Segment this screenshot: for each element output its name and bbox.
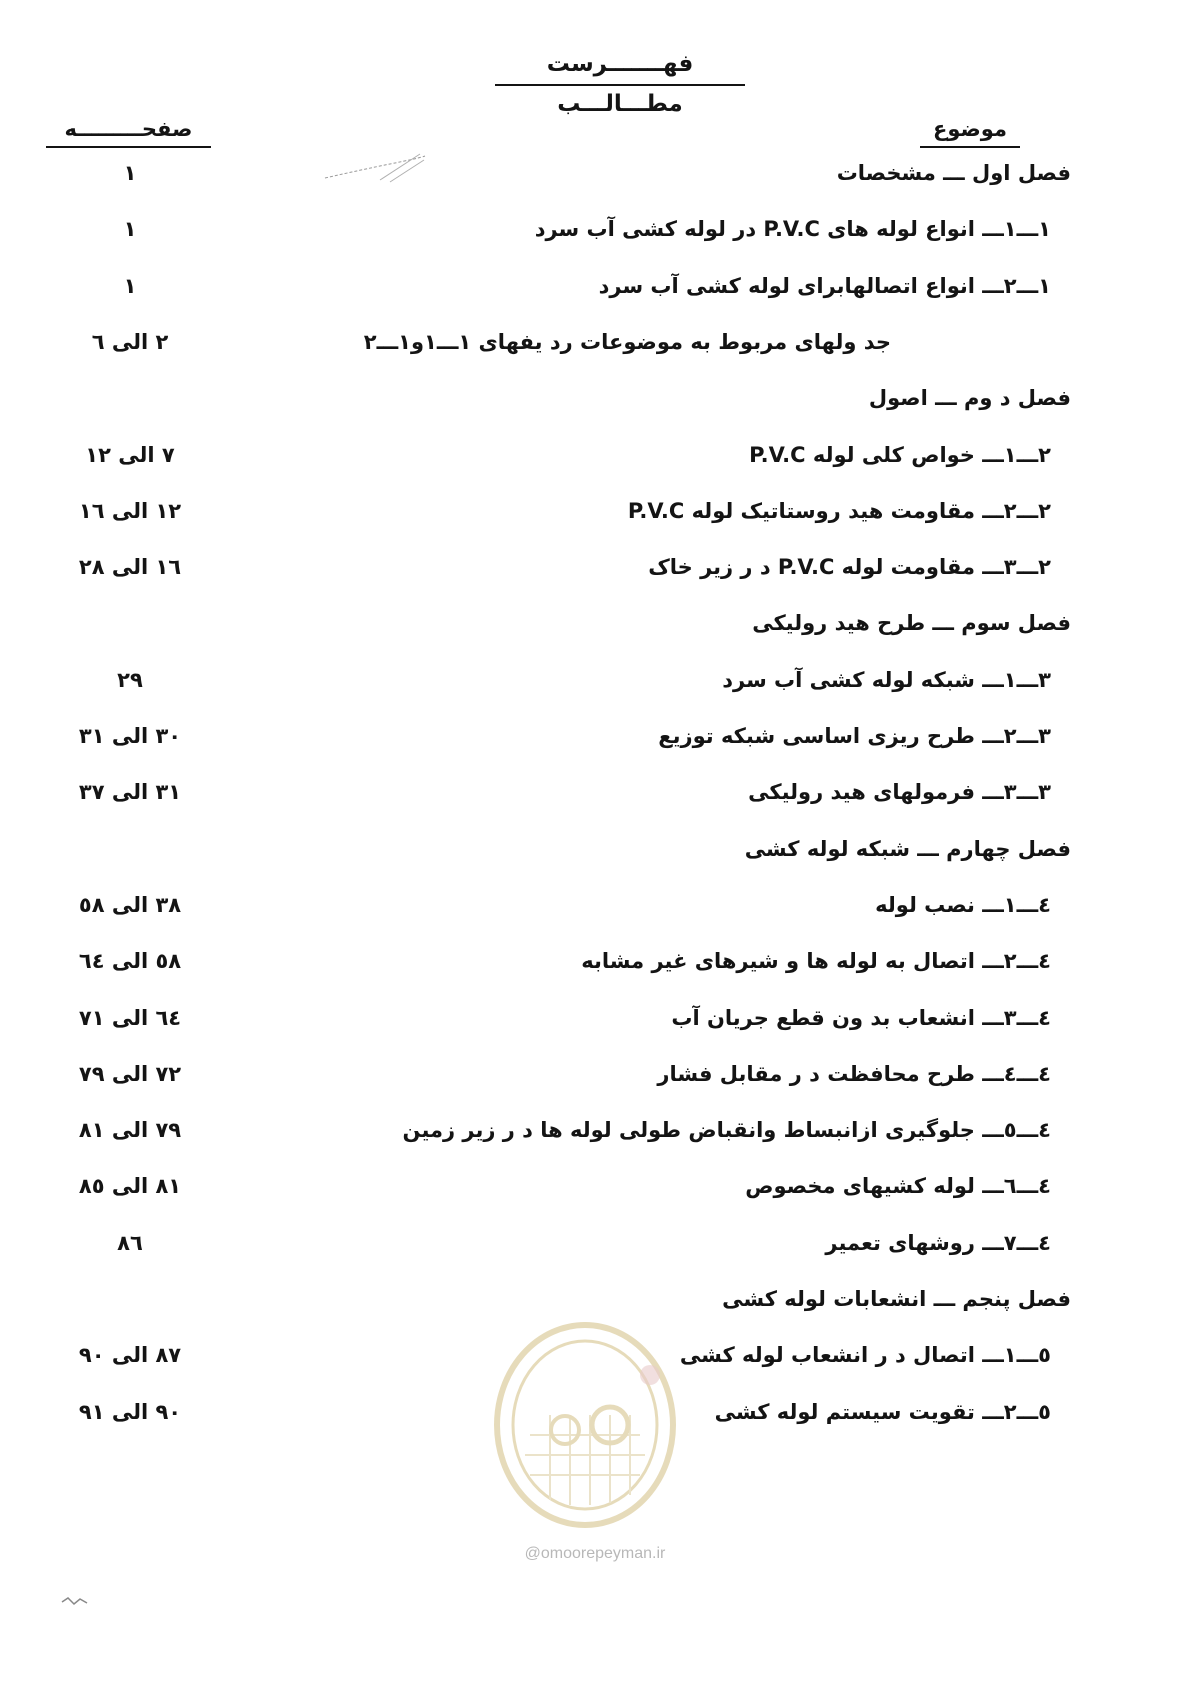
toc-page-number: ٣١ الی ٣٧ xyxy=(78,780,182,804)
watermark-site: @omoorepeyman.ir xyxy=(524,1545,666,1562)
topic-column-header: موضوع xyxy=(920,112,1020,148)
toc-page-number: ٢٩ xyxy=(117,668,143,692)
toc-topic: فصل پنجم ـــ انشعابات لوله کشی xyxy=(722,1287,1071,1311)
toc-topic: ١ـــ١ـــ انواع لوله های P.V.C در لوله کشی آب سرد xyxy=(534,217,1051,241)
toc-page-number: ٦٤ الی ٧١ xyxy=(78,1006,182,1030)
toc-row xyxy=(0,268,1191,304)
toc-topic: ٤ـــ٥ـــ جلوگیری ازانبساط وانقباض طولی لوله ها د ر زیر زمین xyxy=(402,1118,1051,1142)
toc-topic: ٢ـــ٣ـــ مقاومت لوله P.V.C د ر زیر خاک xyxy=(648,555,1051,579)
toc-page-number: ٣٠ الی ٣١ xyxy=(78,724,182,748)
toc-topic: ٤ـــ٣ـــ انشعاب بد ون قطع جریان آب xyxy=(671,1006,1051,1030)
toc-row xyxy=(0,1168,1191,1204)
toc-row xyxy=(0,718,1191,754)
toc-topic: جد ولهای مربوط به موضوعات رد یفهای ١ـــ١و١ـــ٢ xyxy=(363,330,891,354)
toc-topic: فصل چهارم ـــ شبکه لوله کشی xyxy=(744,837,1071,861)
toc-topic: ٣ـــ٢ـــ طرح ریزی اساسی شبکه توزیع xyxy=(658,724,1051,748)
toc-row xyxy=(0,437,1191,473)
toc-page-number: ٧٩ الی ٨١ xyxy=(78,1118,182,1142)
toc-row xyxy=(0,1112,1191,1148)
toc-row xyxy=(0,887,1191,923)
toc-topic: ٤ـــ١ـــ نصب لوله xyxy=(875,893,1051,917)
toc-topic: ٥ـــ١ـــ اتصال د ر انشعاب لوله کشی xyxy=(679,1343,1051,1367)
chapter-row xyxy=(0,155,1191,191)
toc-page-number: ٧٢ الی ٧٩ xyxy=(78,1062,182,1086)
chapter-row xyxy=(0,1281,1191,1317)
toc-topic: ١ـــ٢ـــ انواع اتصالهابرای لوله کشی آب سرد xyxy=(598,274,1051,298)
chapter-row xyxy=(0,831,1191,867)
toc-topic: ٢ـــ٢ـــ مقاومت هید روستاتیک لوله P.V.C xyxy=(627,499,1051,523)
toc-topic: ٤ـــ٢ـــ اتصال به لوله ها و شیرهای غیر مشابه xyxy=(581,949,1051,973)
toc-page-number: ٧ الی ١٢ xyxy=(85,443,175,467)
toc-topic: ٣ـــ١ـــ شبکه لوله کشی آب سرد xyxy=(722,668,1051,692)
chapter-row xyxy=(0,605,1191,641)
toc-page-number: ١ xyxy=(123,161,137,185)
page-column-header: صفحـــــــــه xyxy=(46,112,211,148)
toc-topic: ٢ـــ١ـــ خواص کلی لوله P.V.C xyxy=(749,443,1051,467)
toc-row xyxy=(0,211,1191,247)
toc-topic: ٣ـــ٣ـــ فرمولهای هید رولیکی xyxy=(748,780,1051,804)
toc-row xyxy=(0,324,1191,360)
toc-topic: ٤ـــ٦ـــ لوله کشیهای مخصوص xyxy=(745,1174,1051,1198)
toc-page-number: ٨٦ xyxy=(117,1231,143,1255)
toc-page-number: ٨١ الی ٨٥ xyxy=(78,1174,182,1198)
toc-topic: ٥ـــ٢ـــ تقویت سیستم لوله کشی xyxy=(714,1400,1051,1424)
toc-topic: فصل د وم ـــ اصول xyxy=(868,386,1071,410)
toc-page-number: ١٦ الی ٢٨ xyxy=(78,555,182,579)
toc-topic: ٤ـــ٧ـــ روشهای تعمیر xyxy=(825,1231,1051,1255)
toc-row xyxy=(0,1056,1191,1092)
toc-row xyxy=(0,943,1191,979)
toc-page-number: ٥٨ الی ٦٤ xyxy=(78,949,182,973)
toc-row xyxy=(0,1000,1191,1036)
toc-row xyxy=(0,549,1191,585)
chapter-row xyxy=(0,380,1191,416)
toc-row xyxy=(0,774,1191,810)
toc-page-number: ٨٧ الی ٩٠ xyxy=(78,1343,182,1367)
toc-topic: فصل اول ـــ مشخصات xyxy=(836,161,1071,185)
toc-topic: ٤ـــ٤ـــ طرح محافظت د ر مقابل فشار xyxy=(657,1062,1051,1086)
toc-page-number: ١ xyxy=(123,217,137,241)
toc-page-number: ١٢ الی ١٦ xyxy=(78,499,182,523)
watermark-logo xyxy=(490,1315,680,1565)
toc-row xyxy=(0,493,1191,529)
toc-page-number: ٣٨ الی ٥٨ xyxy=(78,893,182,917)
page-title: فهـــــــرست مطـــالـــب xyxy=(495,44,745,86)
scan-mark xyxy=(60,1595,90,1609)
scribble-mark xyxy=(320,150,430,190)
toc-topic: فصل سوم ـــ طرح هید رولیکی xyxy=(752,611,1071,635)
toc-page-number: ١ xyxy=(123,274,137,298)
toc-row xyxy=(0,662,1191,698)
toc-page-number: ٩٠ الی ٩١ xyxy=(78,1400,182,1424)
toc-page-number: ٢ الی ٦ xyxy=(91,330,169,354)
toc-row xyxy=(0,1225,1191,1261)
